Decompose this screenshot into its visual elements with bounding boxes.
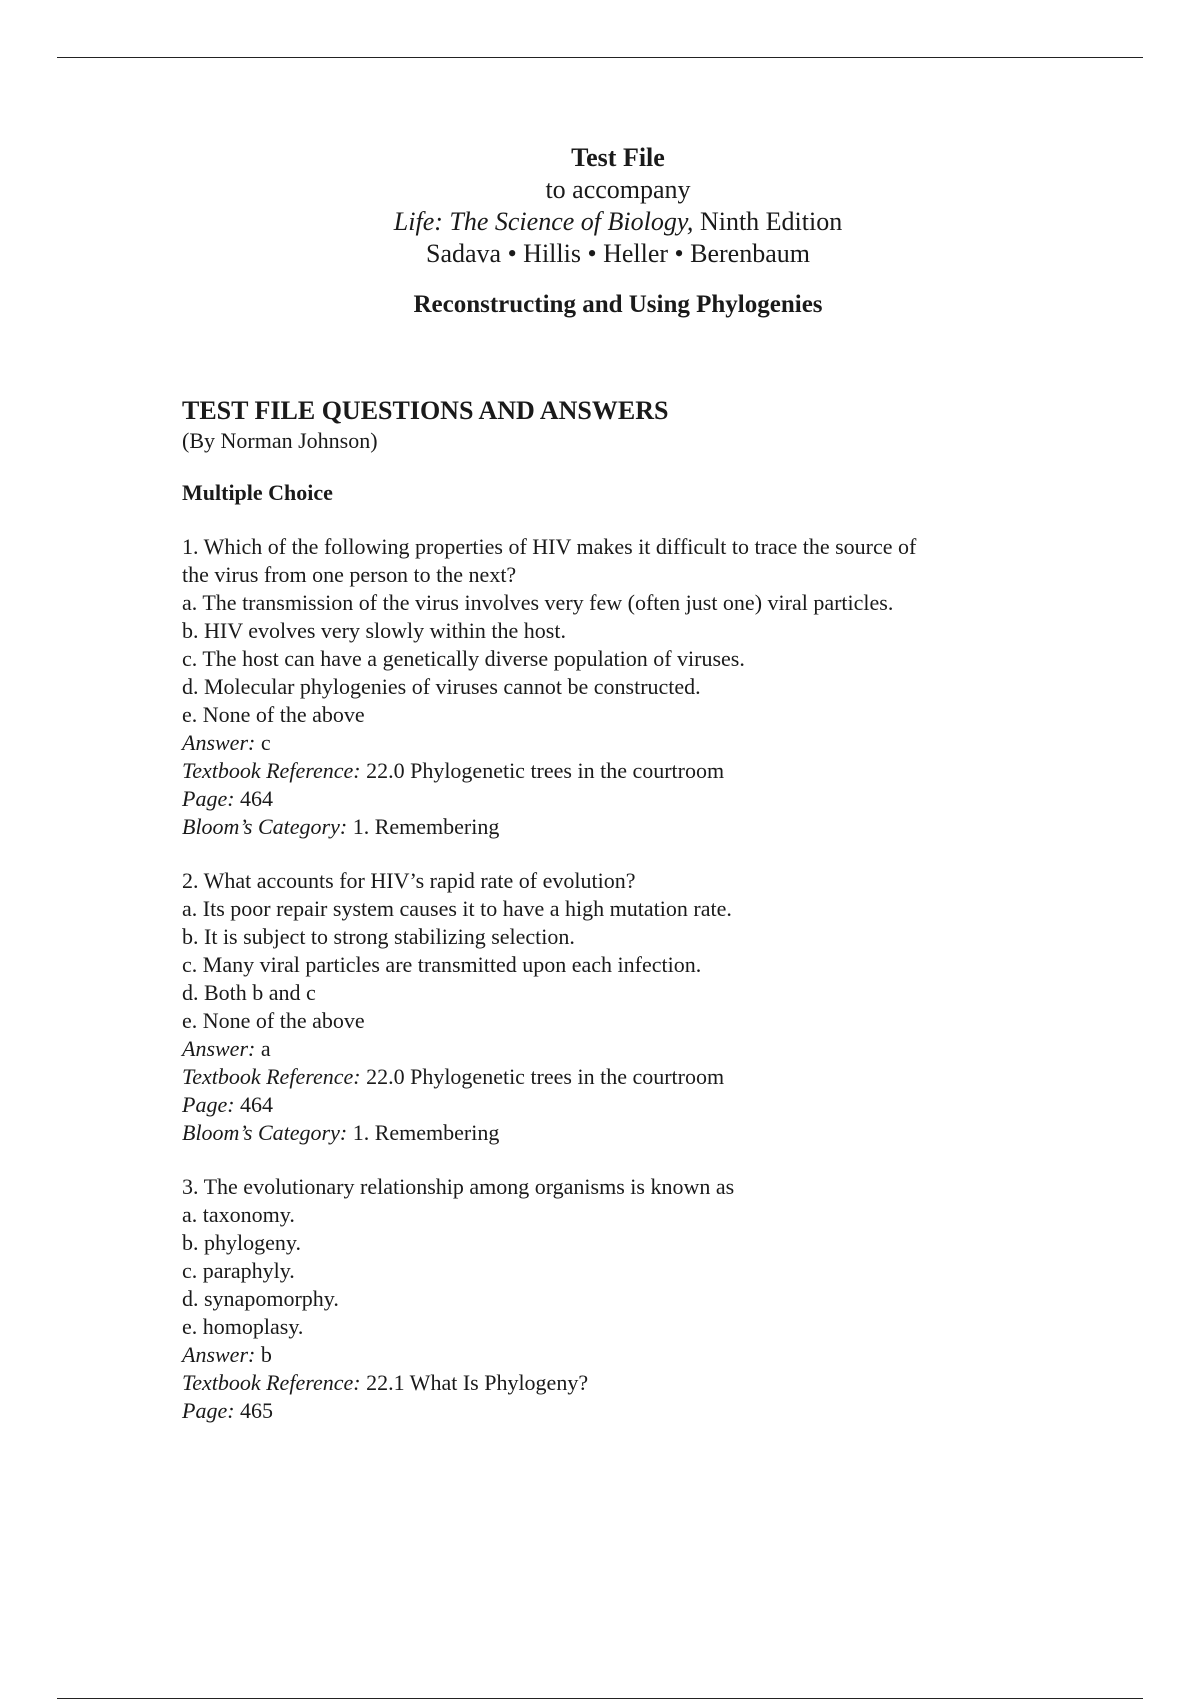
answer-option: e. None of the above <box>182 1008 365 1033</box>
document-body <box>182 395 1062 1425</box>
textbook-reference-line <box>182 1063 1062 1091</box>
answer-option: e. None of the above <box>182 702 365 727</box>
book-title: Life: The Science of Biology, <box>393 207 694 236</box>
page-value: 465 <box>240 1398 274 1423</box>
blooms-category-label: Bloom’s Category: <box>182 1120 348 1145</box>
question-3 <box>182 1173 1062 1425</box>
answer-option: d. synapomorphy. <box>182 1286 339 1311</box>
answer-option: a. The transmission of the virus involves very few (often just one) viral particles. <box>182 590 894 615</box>
answer-value: b <box>260 1342 272 1367</box>
bottom-rule <box>57 1698 1143 1699</box>
question-stem-continued: the virus from one person to the next? <box>182 562 517 587</box>
answer-option: a. Its poor repair system causes it to have a high mutation rate. <box>182 896 732 921</box>
textbook-reference-label: Textbook Reference: <box>182 1064 361 1089</box>
page-label: Page: <box>182 1398 235 1423</box>
answer-option: c. Many viral particles are transmitted upon each infection. <box>182 952 702 977</box>
answer-option: c. The host can have a genetically diverse population of viruses. <box>182 646 745 671</box>
answer-label: Answer: <box>182 1036 256 1061</box>
answer-option: b. HIV evolves very slowly within the host. <box>182 618 566 643</box>
blooms-category-line <box>182 1119 1062 1147</box>
blooms-category-label: Bloom’s Category: <box>182 814 348 839</box>
page-label: Page: <box>182 786 235 811</box>
section-subhead: Multiple Choice <box>182 480 333 505</box>
answer-option: b. It is subject to strong stabilizing selection. <box>182 924 575 949</box>
textbook-reference-value: 22.0 Phylogenetic trees in the courtroom <box>366 758 725 783</box>
top-rule <box>57 57 1143 58</box>
textbook-reference-label: Textbook Reference: <box>182 758 361 783</box>
page-line <box>182 1091 1062 1119</box>
answer-value: c <box>260 730 271 755</box>
page-line <box>182 1397 1062 1425</box>
page-value: 464 <box>240 1092 274 1117</box>
question-1 <box>182 533 1062 841</box>
section-title: TEST FILE QUESTIONS AND ANSWERS <box>182 396 669 425</box>
chapter-title: Reconstructing and Using Phylogenies <box>413 291 823 318</box>
document-subtitle: to accompany <box>545 175 691 204</box>
page-label: Page: <box>182 1092 235 1117</box>
answer-option: d. Both b and c <box>182 980 316 1005</box>
textbook-reference-line <box>182 1369 1062 1397</box>
textbook-reference-label: Textbook Reference: <box>182 1370 361 1395</box>
answer-line <box>182 1035 1062 1063</box>
question-stem: 2. What accounts for HIV’s rapid rate of evolution? <box>182 868 636 893</box>
answer-option: e. homoplasy. <box>182 1314 304 1339</box>
book-title-line <box>0 206 1200 238</box>
answer-label: Answer: <box>182 730 256 755</box>
textbook-reference-value: 22.0 Phylogenetic trees in the courtroom <box>366 1064 725 1089</box>
answer-label: Answer: <box>182 1342 256 1367</box>
document-header <box>0 142 1200 321</box>
document-title: Test File <box>571 143 665 172</box>
answer-option: c. paraphyly. <box>182 1258 295 1283</box>
page-value: 464 <box>240 786 274 811</box>
answer-value: a <box>260 1036 271 1061</box>
textbook-reference-line <box>182 757 1062 785</box>
blooms-category-value: 1. Remembering <box>352 1120 500 1145</box>
textbook-reference-value: 22.1 What Is Phylogeny? <box>366 1370 589 1395</box>
page-line <box>182 785 1062 813</box>
answer-line <box>182 1341 1062 1369</box>
blooms-category-value: 1. Remembering <box>352 814 500 839</box>
question-stem: 1. Which of the following properties of HIV makes it difficult to trace the source of <box>182 534 917 559</box>
book-edition: Ninth Edition <box>699 207 843 236</box>
blooms-category-line <box>182 813 1062 841</box>
section-author: (By Norman Johnson) <box>182 428 378 453</box>
answer-option: b. phylogeny. <box>182 1230 301 1255</box>
answer-line <box>182 729 1062 757</box>
question-2 <box>182 867 1062 1147</box>
answer-option: d. Molecular phylogenies of viruses cannot be constructed. <box>182 674 701 699</box>
answer-option: a. taxonomy. <box>182 1202 295 1227</box>
question-stem: 3. The evolutionary relationship among organisms is known as <box>182 1174 735 1199</box>
book-authors: Sadava • Hillis • Heller • Berenbaum <box>426 239 810 268</box>
